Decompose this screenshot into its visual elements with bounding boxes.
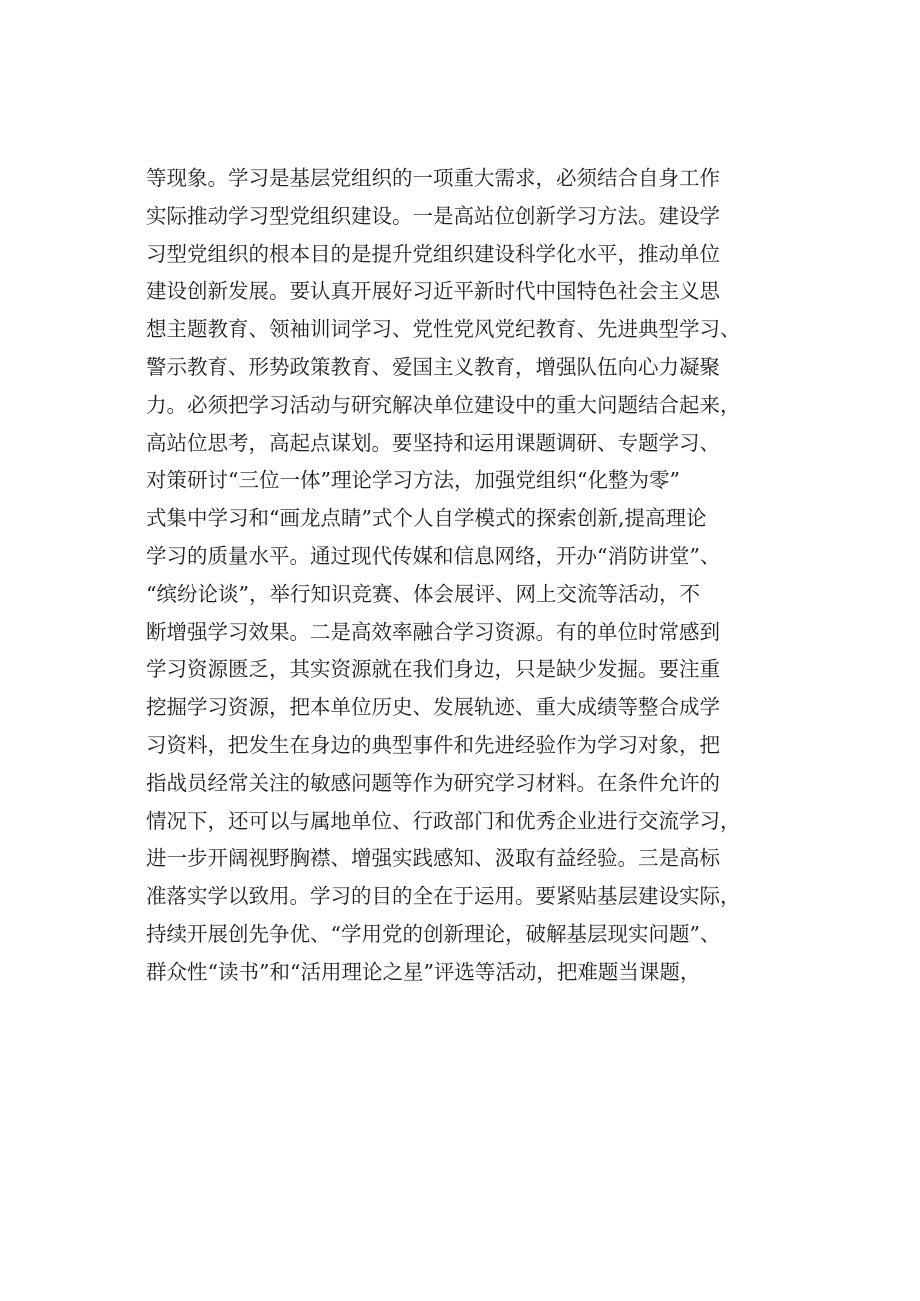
text-line: 学习资源匮乏，其实资源就在我们身边，只是缺少发掘。要注重 <box>146 657 720 682</box>
text-line: 对策研讨“三位一体”理论学习方法，加强党组织“化整为零” <box>146 468 680 493</box>
text-line: 想主题教育、领袖训词学习、党性党风党纪教育、先进典型学习、 <box>146 317 741 342</box>
text-line: 式集中学习和“画龙点睛”式个人自学模式的探索创新,提高理论 <box>146 506 707 531</box>
text-line: 指战员经常关注的敏感问题等作为研究学习材料。在条件允许的 <box>146 770 720 795</box>
text-line: 持续开展创先争优、“学用党的创新理论，破解基层现实问题”、 <box>146 921 721 946</box>
text-line: 群众性“读书”和“活用理论之星”评选等活动，把难题当课题， <box>146 959 701 984</box>
text-line: 等现象。学习是基层党组织的一项重大需求，必须结合自身工作 <box>146 166 720 190</box>
text-line: 习型党组织的根本目的是提升党组织建设科学化水平，推动单位 <box>146 241 720 266</box>
text-line: 断增强学习效果。二是高效率融合学习资源。有的单位时常感到 <box>146 619 720 644</box>
text-line: 准落实学以致用。学习的目的全在于运用。要紧贴基层建设实际， <box>146 884 741 909</box>
text-line: “缤纷论谈”，举行知识竞赛、体会展评、网上交流等活动，不 <box>146 581 700 606</box>
text-line: 高站位思考，高起点谋划。要坚持和运用课题调研、专题学习、 <box>146 430 720 455</box>
text-line: 警示教育、形势政策教育、爱国主义教育，增强队伍向心力凝聚 <box>146 354 720 379</box>
text-line: 习资料，把发生在身边的典型事件和先进经验作为学习对象，把 <box>146 732 720 757</box>
text-line: 实际推动学习型党组织建设。一是高站位创新学习方法。建设学 <box>146 203 720 228</box>
text-line: 力。必须把学习活动与研究解决单位建设中的重大问题结合起来， <box>146 392 741 417</box>
text-line: 学习的质量水平。通过现代传媒和信息网络，开办“消防讲堂”、 <box>146 543 721 568</box>
text-line: 进一步开阔视野胸襟、增强实践感知、汲取有益经验。三是高标 <box>146 846 720 871</box>
text-line: 情况下，还可以与属地单位、行政部门和优秀企业进行交流学习， <box>146 808 741 833</box>
body-paragraph <box>146 160 816 992</box>
text-line: 建设创新发展。要认真开展好习近平新时代中国特色社会主义思 <box>146 279 720 304</box>
text-line: 挖掘学习资源，把本单位历史、发展轨迹、重大成绩等整合成学 <box>146 695 720 720</box>
